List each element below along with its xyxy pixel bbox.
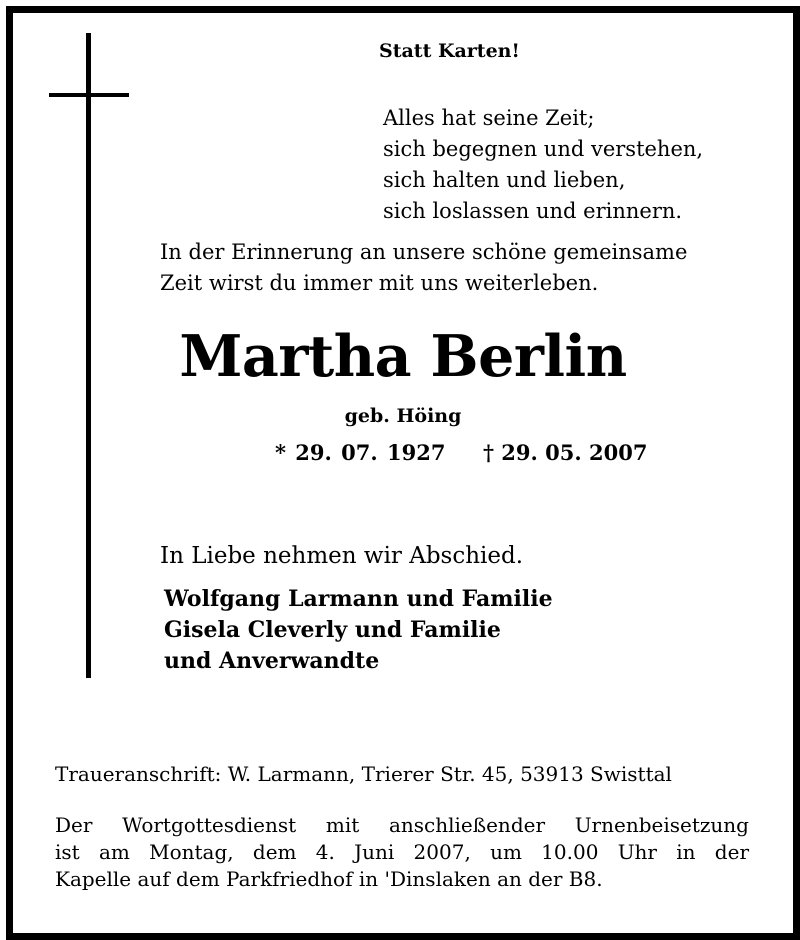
mourner-line: Gisela Cleverly und Familie (164, 617, 501, 643)
intro-line: In der Erinnerung an unsere schöne gemeinsame (160, 240, 688, 264)
poem (383, 103, 703, 227)
birth-name: geb. Höing (344, 405, 462, 427)
service-line: Kapelle auf dem Parkfriedhof in 'Dinslaken an der B8. (55, 867, 603, 891)
service-info (55, 812, 749, 893)
birth-date: * 29. 07. 1927 (275, 440, 446, 465)
poem-line: sich halten und lieben, (383, 168, 626, 192)
mourners (164, 584, 553, 677)
service-line: Der Wortgottesdienst mit anschließender Urnenbeisetzung (55, 813, 749, 837)
obituary-notice (6, 6, 800, 940)
notice-heading: Statt Karten! (379, 40, 520, 62)
cross-icon-bar (49, 93, 129, 97)
intro-line: Zeit wirst du immer mit uns weiterleben. (160, 271, 599, 295)
farewell-text: In Liebe nehmen wir Abschied. (160, 543, 524, 569)
mourner-line: und Anverwandte (164, 648, 380, 674)
intro-text (160, 237, 687, 299)
deceased-name: Martha Berlin (179, 323, 627, 390)
death-date: † 29. 05. 2007 (483, 440, 648, 465)
poem-line: sich loslassen und erinnern. (383, 199, 683, 223)
service-line: ist am Montag, dem 4. Juni 2007, um 10.00 Uhr in der (55, 840, 749, 864)
poem-line: Alles hat seine Zeit; (383, 106, 595, 130)
poem-line: sich begegnen und verstehen, (383, 137, 704, 161)
mourner-line: Wolfgang Larmann und Familie (164, 586, 553, 612)
mourning-address: Traueranschrift: W. Larmann, Trierer Str. 45, 53913 Swisttal (55, 762, 672, 786)
